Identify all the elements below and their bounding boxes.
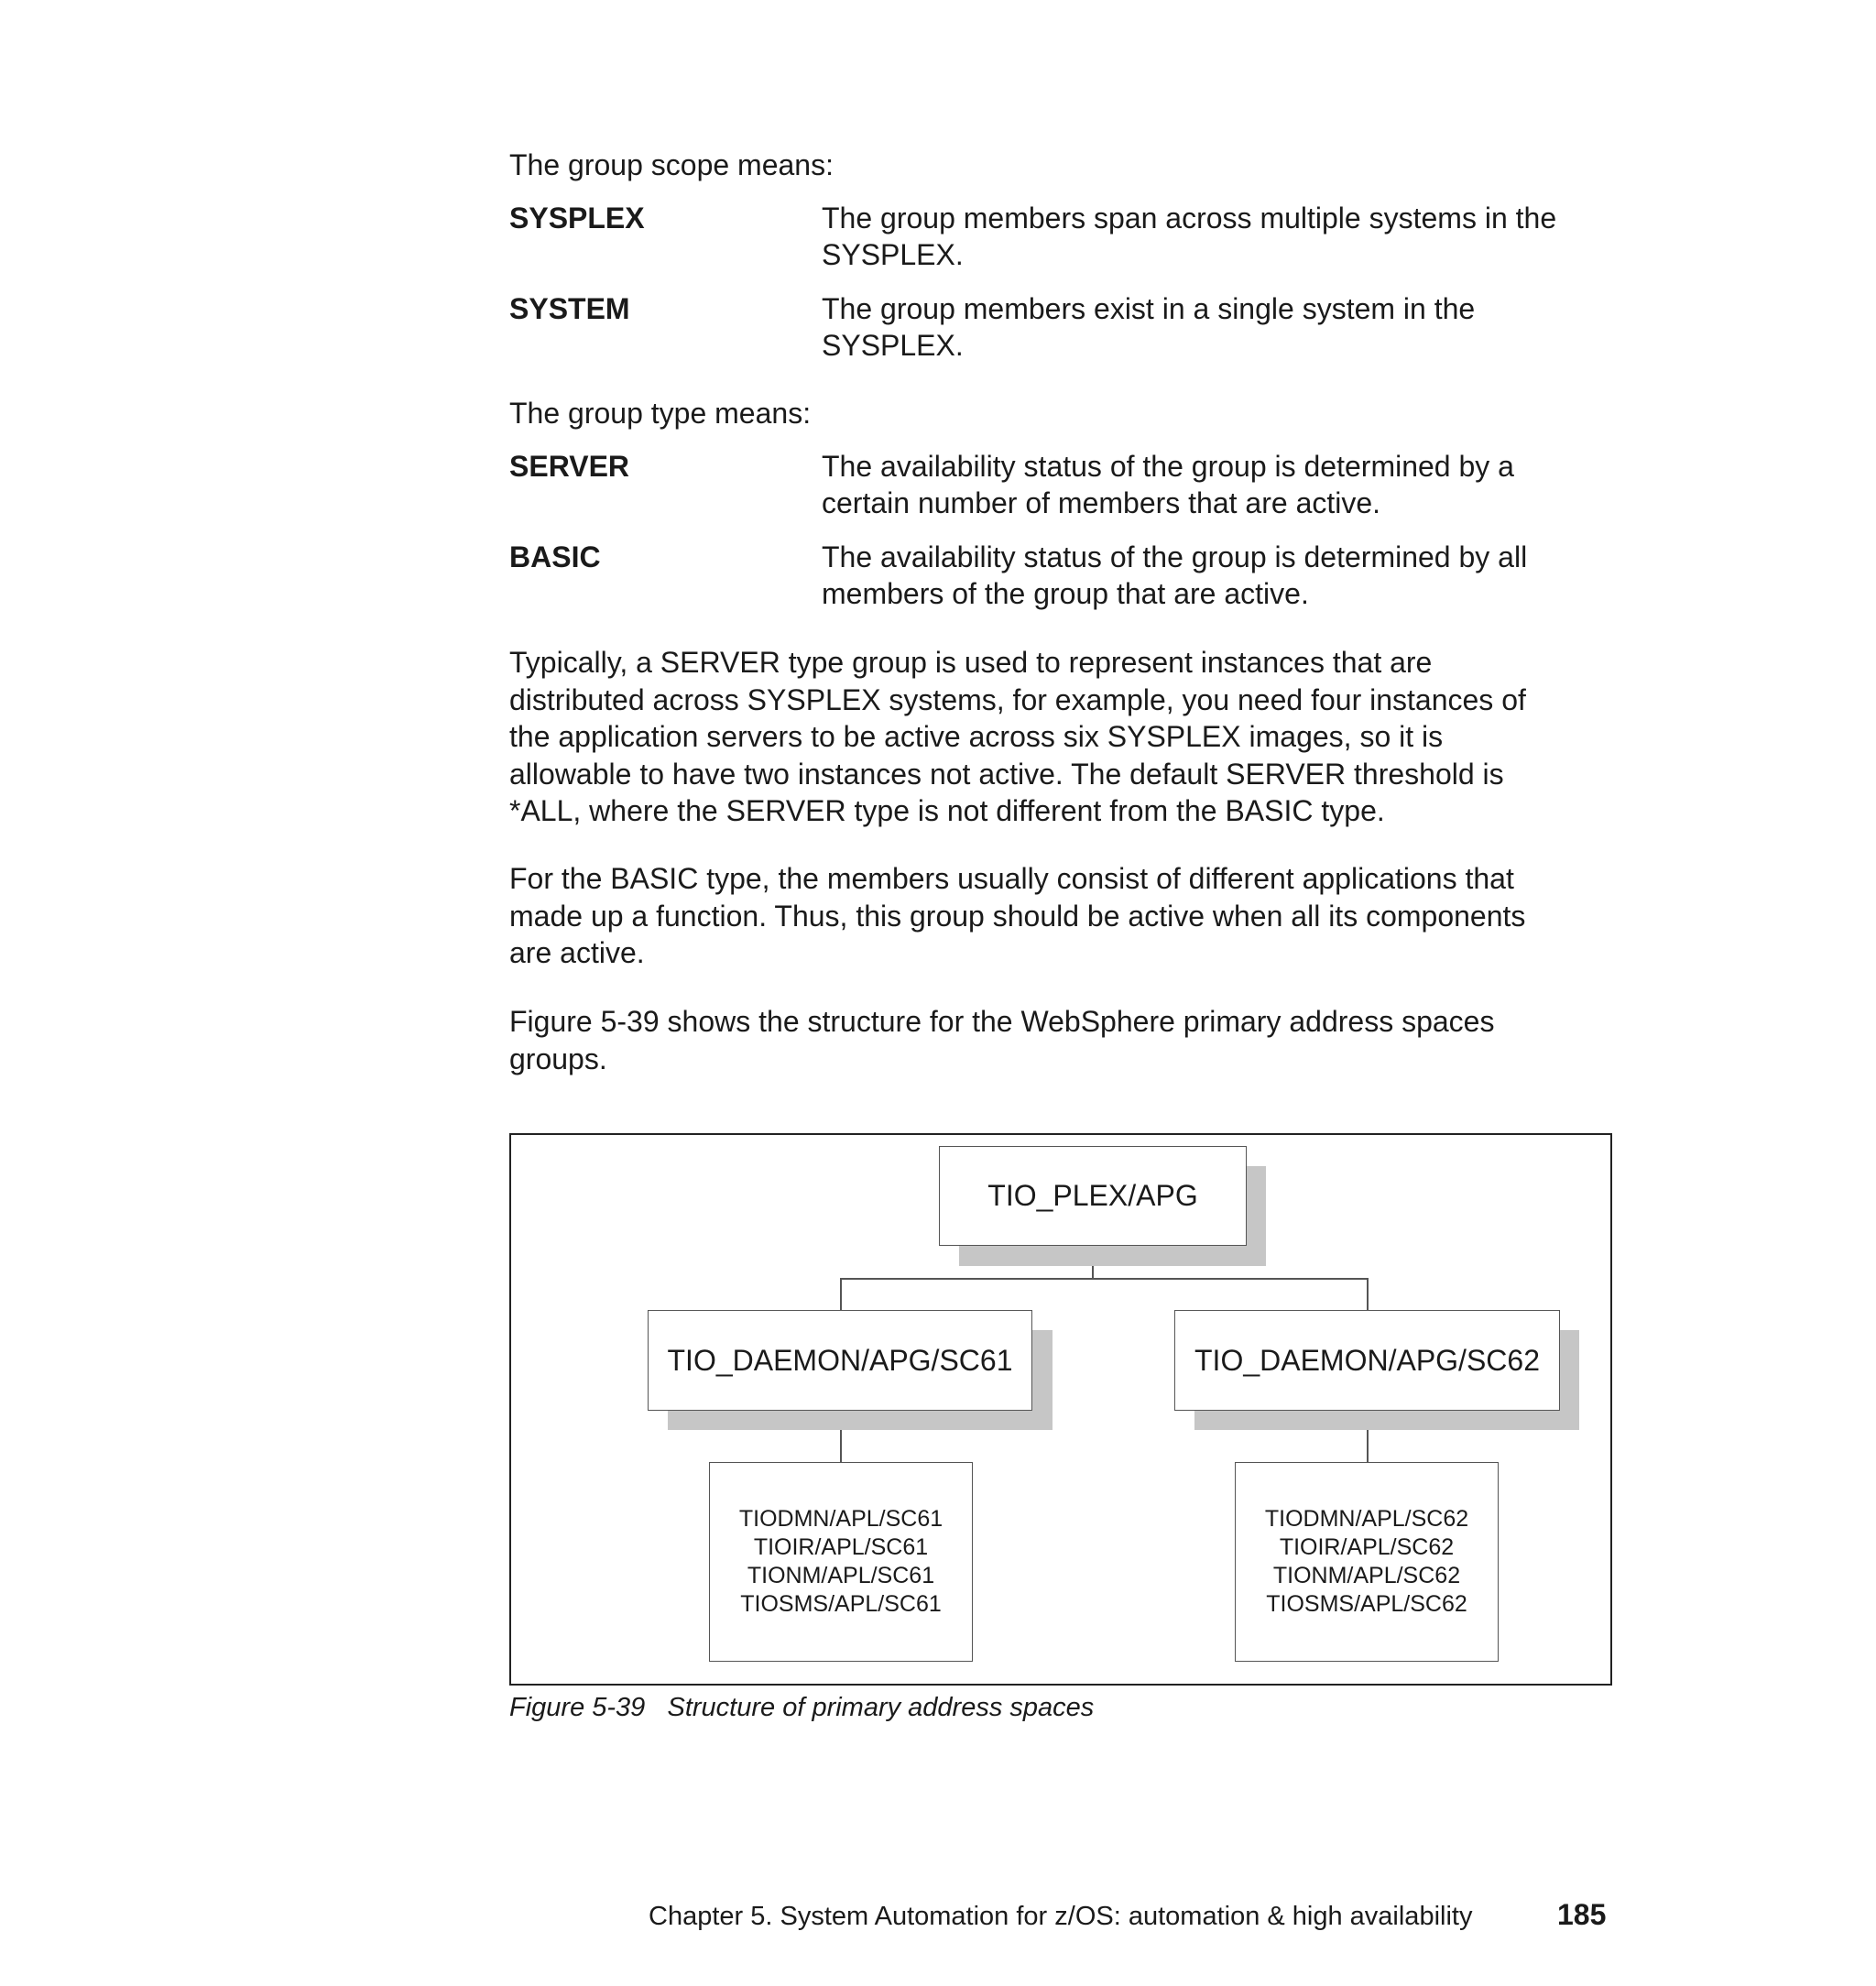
paragraph-server-usage [509, 644, 1609, 830]
node-label: TIO_PLEX/APG [987, 1179, 1198, 1212]
member-label: TIODMN/APL/SC61 [738, 1506, 943, 1532]
node-label: TIO_DAEMON/APG/SC61 [667, 1343, 1013, 1377]
node-right-members [1235, 1462, 1499, 1662]
paragraph-line: made up a function. Thus, this group should be active when all its components [509, 899, 1526, 933]
paragraph-line: the application servers to be active across six SYSPLEX images, so it is [509, 720, 1444, 753]
node-root [939, 1146, 1247, 1246]
paragraph-line: Figure 5-39 shows the structure for the WebSphere primary address spaces [509, 1005, 1495, 1038]
paragraph-line: groups. [509, 1042, 607, 1075]
paragraph-figure-reference [509, 1003, 1609, 1077]
paragraph-basic-usage [509, 860, 1609, 972]
scope-intro: The group scope means: [509, 148, 834, 181]
paragraph-line: For the BASIC type, the members usually consist of different applications that [509, 862, 1514, 895]
node-right-group [1174, 1310, 1560, 1411]
page-number: 185 [1557, 1898, 1607, 1931]
definition-line: members of the group that are active. [822, 577, 1309, 610]
connector-left-branch [840, 1278, 842, 1311]
definition-line: The group members exist in a single system in the [822, 292, 1476, 325]
paragraph-line: Typically, a SERVER type group is used to represent instances that are [509, 646, 1433, 679]
member-label: TIOSMS/APL/SC62 [1266, 1591, 1467, 1617]
definition-line: SYSPLEX. [822, 329, 964, 362]
caption-number: Figure 5-39 [509, 1693, 646, 1722]
chapter-footer: Chapter 5. System Automation for z/OS: automation & high availability [649, 1902, 1473, 1931]
paragraph-line: *ALL, where the SERVER type is not different from the BASIC type. [509, 794, 1385, 827]
definition-term: SYSPLEX [509, 202, 645, 235]
member-label: TIOSMS/APL/SC61 [740, 1591, 942, 1617]
definition-term: BASIC [509, 540, 601, 573]
connector-horizontal [840, 1278, 1368, 1280]
paragraph-line: distributed across SYSPLEX systems, for example, you need four instances of [509, 682, 1526, 716]
connector-right-branch [1367, 1278, 1369, 1311]
member-label: TIONM/APL/SC62 [1272, 1563, 1461, 1588]
figure-caption [509, 1693, 1094, 1723]
node-label: TIO_DAEMON/APG/SC62 [1194, 1343, 1540, 1377]
paragraph-line: are active. [509, 936, 645, 969]
caption-title: Structure of primary address spaces [667, 1693, 1095, 1722]
member-label: TIONM/APL/SC61 [747, 1563, 935, 1588]
definition-description [822, 448, 1628, 521]
paragraph-line: allowable to have two instances not active. The default SERVER threshold is [509, 757, 1504, 791]
definition-line: The group members span across multiple systems in the [822, 202, 1557, 235]
member-label: TIOIR/APL/SC61 [753, 1534, 929, 1560]
definition-description [822, 290, 1628, 364]
type-intro: The group type means: [509, 397, 812, 430]
definition-line: The availability status of the group is determined by all [822, 540, 1528, 573]
node-left-group [648, 1310, 1032, 1411]
definition-term: SYSTEM [509, 292, 630, 325]
definition-line: certain number of members that are active. [822, 486, 1381, 519]
node-left-members [709, 1462, 973, 1662]
definition-line: SYSPLEX. [822, 238, 964, 271]
definition-term: SERVER [509, 450, 630, 483]
member-label: TIOIR/APL/SC62 [1279, 1534, 1455, 1560]
member-label: TIODMN/APL/SC62 [1264, 1506, 1469, 1532]
definition-description [822, 200, 1628, 273]
definition-line: The availability status of the group is determined by a [822, 450, 1514, 483]
definition-description [822, 539, 1628, 612]
